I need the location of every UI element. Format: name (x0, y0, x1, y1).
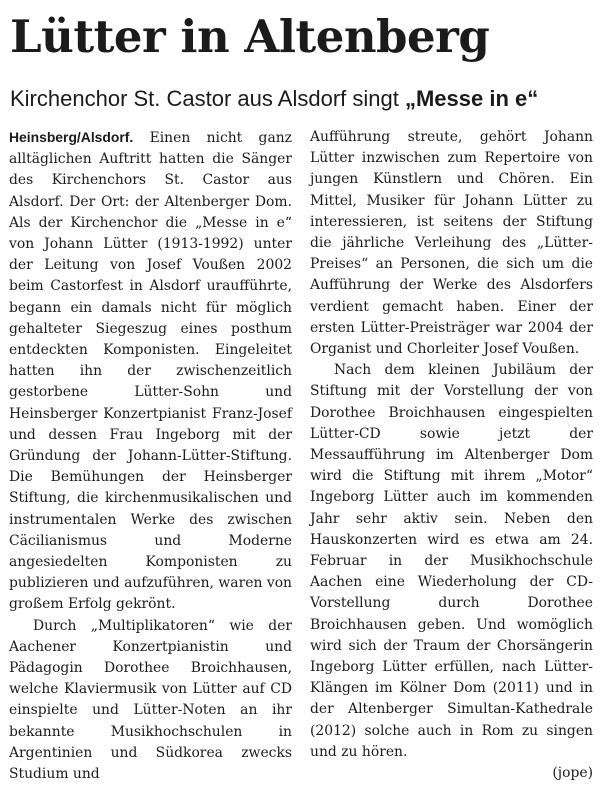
article-column-left (9, 127, 292, 785)
dateline: Heinsberg/Alsdorf. (9, 129, 134, 145)
paragraph-1 (9, 127, 292, 616)
paragraph-4: Nach dem kleinen Jubiläum der Stiftung mit der Vorstellung der von Dorothee Broichhausen eingespielten Lütter-CD sowie jetzt der Messaufführung im Altenberger Dom wird die Stiftung mit ihrem „Motor“ Ingeborg Lütter auch im kommenden Jahr sehr aktiv sein. Neben den Hauskonzerten wird es etwa am 24. Februar in der Musikhochschule Aachen eine Wiederholung der CD-Vorstellung durch Dorothee Broichhausen geben. Und womöglich wird sich der Traum der Chorsängerin Ingeborg Lütter erfüllen, nach Lütter-Klängen im Kölner Dom (2011) und in der Altenberger Simultan-Kathedrale (2012) solche auch in Rom zu singen und zu hören. (310, 362, 593, 760)
paragraph-1-text: Einen nicht ganz alltäglichen Auftritt hatten die Sänger des Kirchenchors St. Castor aus Alsdorf. Der Ort: der Altenberger Dom. Als der Kirchenchor die „Messe in e“ von Johann Lütter (1913-1992) unter der Leitung von Josef Voußen 2002 beim Castorfest in Alsdorf uraufführte, begann ein damals nicht für möglich gehalteter Siegeszug eines posthum entdeckten Komponisten. Eingeleitet hatten ihn der zwischenzeitlich gestorbene Lütter-Sohn und Heinsberger Konzertpianist Franz-Josef und dessen Frau Ingeborg mit der Gründung der Johann-Lütter-Stiftung. Die Bemühungen der Heinsberger Stiftung, die kirchenmusikalischen und instrumentalen Werke des zwischen Cäcilianismus und Moderne angesiedelten Komponisten zu publizieren und aufzuführen, waren von großem Erfolg gekrönt. (9, 130, 292, 613)
subhead-prefix: Kirchenchor St. Castor aus Alsdorf singt (10, 86, 405, 111)
article-headline: Lütter in Altenberg (10, 10, 490, 63)
author-initials: (jope) (552, 765, 593, 782)
article-column-right (310, 127, 593, 784)
paragraph-3: Aufführung streute, gehört Johann Lütter inzwischen zum Repertoire von jungen Künstlern und Chören. Ein Mittel, Musiker für Johann Lütter zu interessieren, ist seitens der Stiftung die jährliche Verleihung des „Lütter-Preises“ an Personen, die sich um die Aufführung der Werke des Alsdorfers verdient gemacht haben. Einer der ersten Lütter-Preisträger war 2004 der Organist und Chorleiter Josef Voußen. (310, 129, 593, 358)
article-subhead (10, 84, 538, 114)
paragraph-2: Durch „Multiplikatoren“ wie der Aachener Konzertpianistin und Pädagogin Dorothee Broichhausen, welche Klaviermusik von Lütter auf CD einspielte und Lütter-Noten an ihr bekannte Musikhochschulen in Argentinien und Südkorea zwecks Studium und (9, 617, 292, 783)
subhead-work-title: „Messe in e“ (404, 86, 539, 111)
